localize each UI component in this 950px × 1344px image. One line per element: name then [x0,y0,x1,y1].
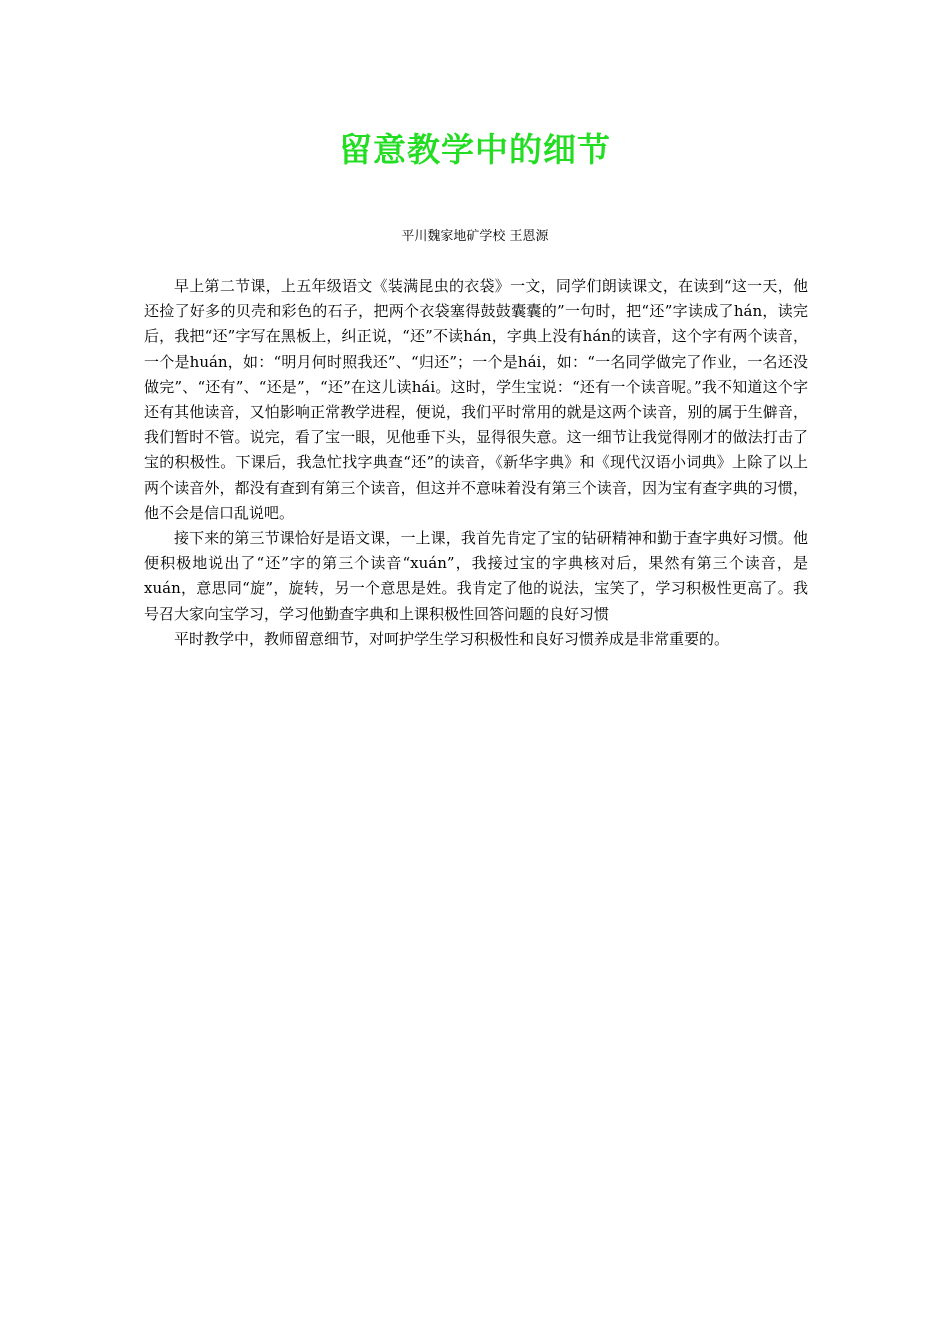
document-title: 留意教学中的细节 [339,130,611,169]
paragraph: 平时教学中，教师留意细节，对呵护学生学习积极性和良好习惯养成是非常重要的。 [174,629,730,648]
paragraph: 早上第二节课，上五年级语文《装满昆虫的衣袋》一文，同学们朗读课文，在读到“这一天，他还捡了好多的贝壳和彩色的石子，把两个衣袋塞得鼓鼓囊囊的”一句时，把“还”字读成了hán，读完后，我把“还”字写在黑板上，纠正说，“还”不读hán，字典上没有hán的读音，这个字有两个读音，一个是huán，如：“明月何时照我还”、“归还”；一个是hái，如：“一名同学做完了作业，一名还没做完”、“还有”、“还是”，“还”在这儿读hái。这时，学生宝说：“还有一个读音呢。”我不知道这个字还有其他读音，又怕影响正常教学进程，便说，我们平时常用的就是这两个读音，别的属于生僻音，我们暂时不管。说完，看了宝一眼，见他垂下头，显得很失意。这一细节让我觉得刚才的做法打击了宝的积极性。下课后，我急忙找字典查“还”的读音，《新华字典》和《现代汉语小词典》上除了以上两个读音外，都没有查到有第三个读音，但这并不意味着没有第三个读音，因为宝有查字典的习惯，他不会是信口乱说吧。 [144,277,808,522]
paragraph: 接下来的第三节课恰好是语文课，一上课，我首先肯定了宝的钻研精神和勤于查字典好习惯。他便积极地说出了“还”字的第三个读音“xuán”，我接过宝的字典核对后，果然有第三个读音，是xuán，意思同“旋”，旋转，另一个意思是姓。我肯定了他的说法，宝笑了，学习积极性更高了。我号召大家向宝学习，学习他勤查字典和上课积极性回答问题的良好习惯 [144,529,808,623]
article-body [144,274,808,652]
author-byline: 平川魏家地矿学校 王恩源 [401,229,549,244]
